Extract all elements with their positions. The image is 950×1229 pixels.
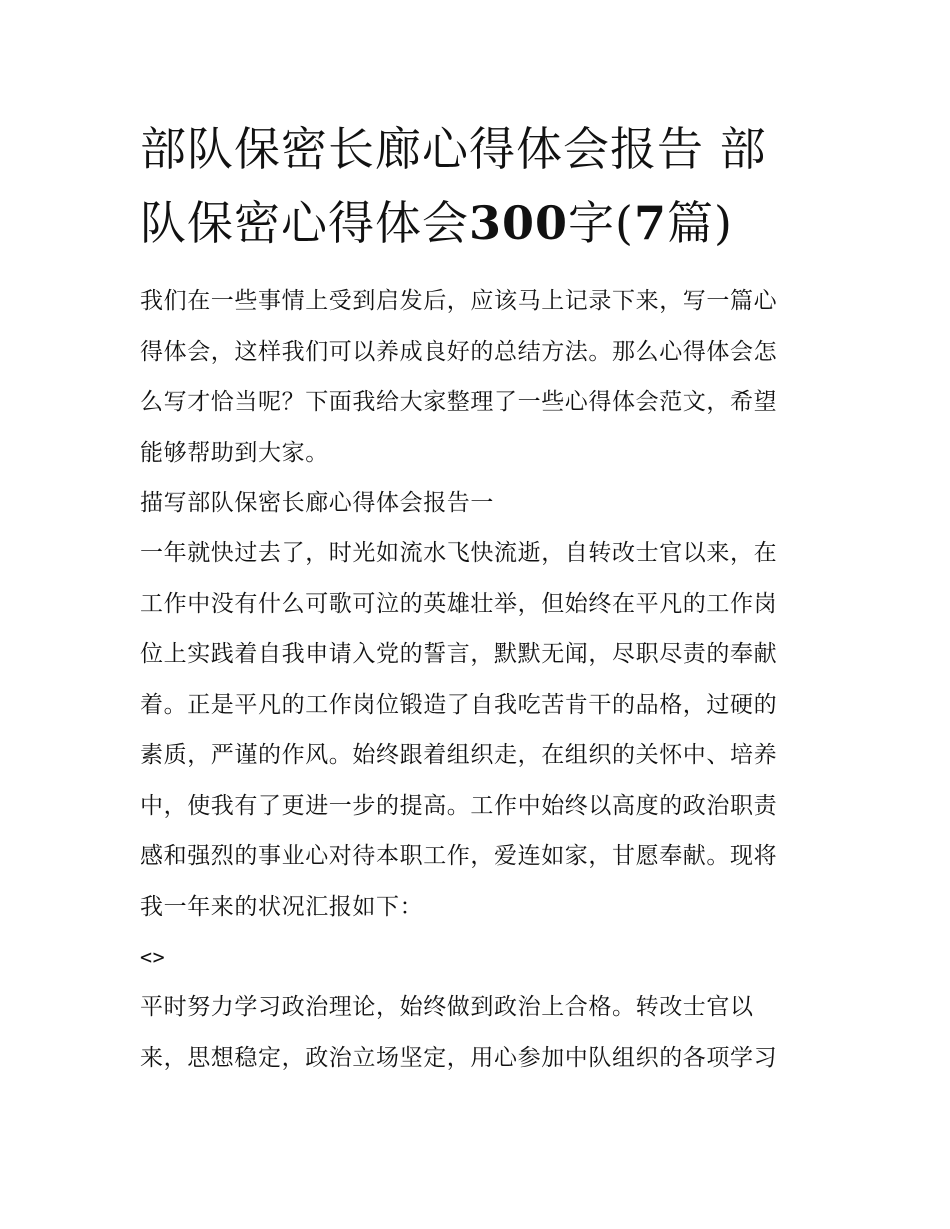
title-line-2-count: 7 xyxy=(633,196,667,250)
marker-text: <> xyxy=(140,945,166,969)
body-line: 一年就快过去了，时光如流水飞快流逝，自转改士官以来，在 xyxy=(140,540,778,566)
document-title xyxy=(140,112,820,260)
body-line: 平时努力学习政治理论，始终做到政治上合格。转改士官以 xyxy=(140,994,754,1020)
body-line: 来，思想稳定，政治立场坚定，用心参加中队组织的各项学习 xyxy=(140,1044,778,1071)
body-line: 位上实践着自我申请入党的誓言，默默无闻，尽职尽责的奉献 xyxy=(140,641,778,667)
body-line: 感和强烈的事业心对待本职工作，爱连如家，甘愿奉献。现将 xyxy=(140,843,778,869)
title-line-2-text-c: 字( xyxy=(568,196,634,250)
body-line: 工作中没有什么可歌可泣的英雄壮举，但始终在平凡的工作岗 xyxy=(140,590,778,617)
intro-line: 我们在一些事情上受到启发后，应该马上记录下来，写一篇心 xyxy=(140,288,778,314)
body-paragraph-2 xyxy=(140,982,815,1083)
intro-line: 么写才恰当呢？下面我给大家整理了一些心得体会范文，希望 xyxy=(140,389,778,415)
section-heading-text: 描写部队保密长廊心得体会报告一 xyxy=(140,490,494,516)
section-heading xyxy=(140,478,815,529)
title-line-2 xyxy=(140,186,820,260)
body-line: 素质，严谨的作风。始终跟着组织走，在组织的关怀中、培养 xyxy=(140,742,778,768)
title-line-1: 部队保密长廊心得体会报告 部 xyxy=(140,122,767,176)
title-line-2-text-e: 篇) xyxy=(667,196,733,250)
body-line: 我一年来的状况汇报如下： xyxy=(140,893,424,920)
intro-paragraph xyxy=(140,276,815,478)
intro-line: 能够帮助到大家。 xyxy=(140,439,329,466)
title-line-2-number: 300 xyxy=(469,196,569,250)
body-paragraph-1 xyxy=(140,528,815,932)
body-line: 中，使我有了更进一步的提高。工作中始终以高度的政治职责 xyxy=(140,792,778,819)
title-line-2-text-a: 队保密心得体会 xyxy=(140,196,469,250)
placeholder-marker xyxy=(140,932,815,983)
intro-line: 得体会，这样我们可以养成良好的总结方法。那么心得体会怎 xyxy=(140,338,778,365)
body-line: 着。正是平凡的工作岗位锻造了自我吃苦肯干的品格，过硬的 xyxy=(140,691,778,718)
